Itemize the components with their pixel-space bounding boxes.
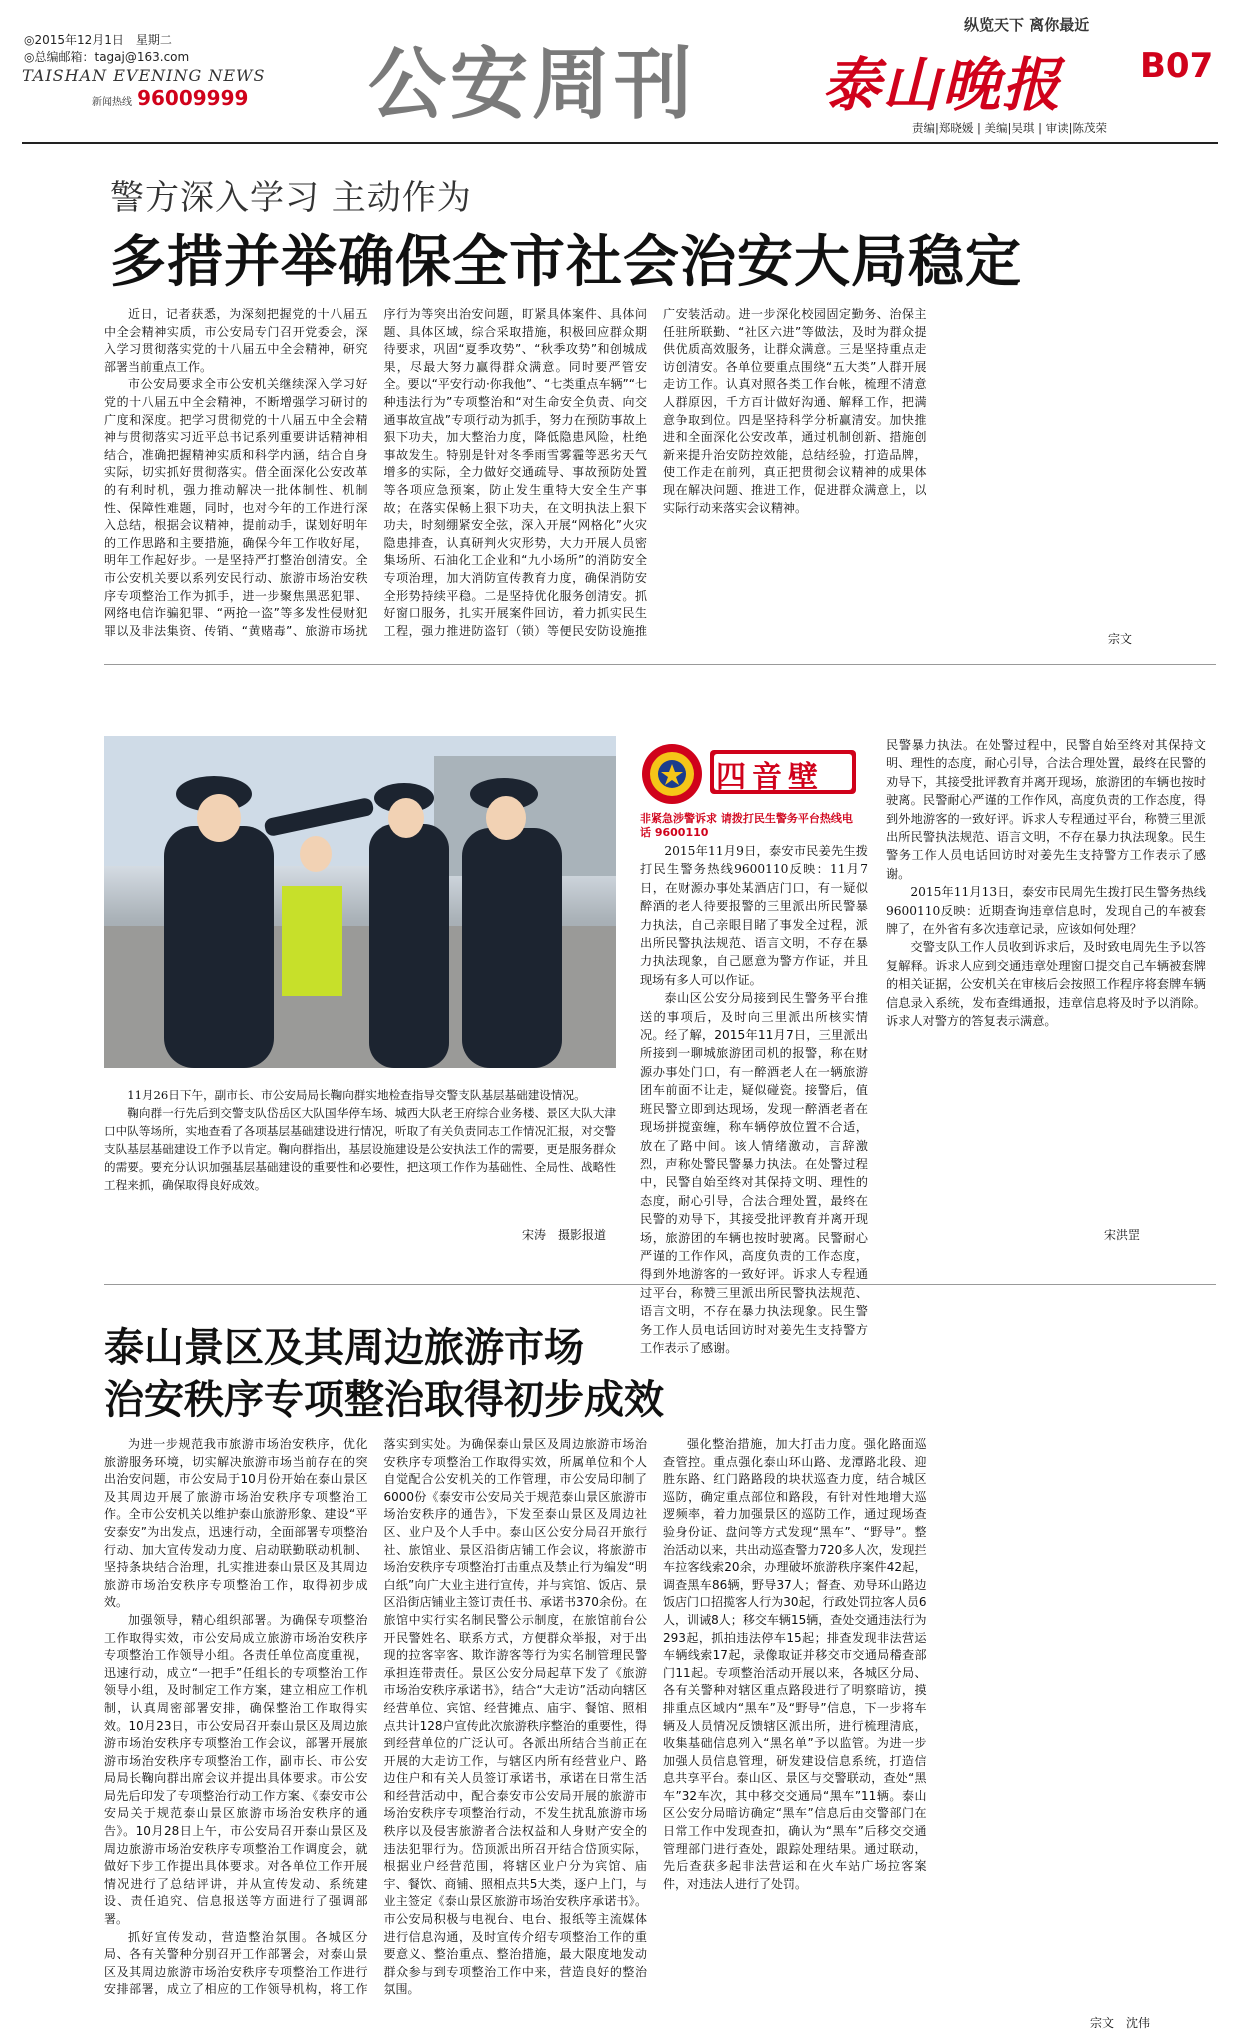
photo-illustration	[104, 736, 616, 1068]
hotline-number: 96009999	[137, 86, 249, 110]
slogan: 纵览天下 离你最近	[964, 16, 1090, 34]
news-hotline: 新闻热线 96009999	[92, 86, 249, 110]
lead-divider	[104, 664, 1216, 665]
lead-article-body	[104, 306, 1206, 650]
story2-headline-line2: 治安秩序专项整治取得初步成效	[104, 1377, 664, 1423]
story2-paragraph: 为进一步规范我市旅游市场治安秩序，优化旅游服务环境，切实解决旅游市场当前存在的突出治安问题，市公安局于10月份开始在泰山景区及其周边开展了旅游市场治安秩序专项整治工作。全市公安机关以维护泰山旅游形象、建设“平安泰安”为出发点，迅速行动，全面部署专项整治行动、加大宣传发动力度、启动联勤联动机制、坚持条块结合治理，扎实推进泰山景区及其周边旅游市场治安秩序专项整治工作，取得初步成效。	[104, 1437, 368, 1610]
lead-paragraph: 近日，记者获悉，为深刻把握党的十八届五中全会精神实质，市公安局专门召开党委会，深入学习贯彻落实党的十八届五中全会精神，研究部署当前重点工作。	[104, 307, 368, 374]
story2-paragraph: 强化整治措施，加大打击力度。强化路面巡查管控。重点强化泰山环山路、龙潭路北段、迎胜东路、红门路路段的块状巡查力度，结合城区巡防，确定重点部位和路段，有针对性地增大巡逻频率，着力加强景区的巡防工作，通过现场查验身份证、盘问等方式发现“黑车”、“野导”。整治活动以来，共出动巡查警力720多人次，发现拦车拉客线索20余，办理破坏旅游秩序案件42起，调查黑车86辆，野导37人；督查、劝导环山路边饭店门口招揽客人行为30起，行政处罚拉客人员6人，训诫8人；移交车辆15辆，查处交通违法行为293起，抓拍违法停车15起；排查发现非法营运车辆线索17起，录像取证并移交市交通局稽查部门11起。专项整治活动开展以来，各城区分局、各有关警种对辖区重点路段进行了明察暗访，摸排重点区域内“黑车”及“野导”信息，下一步将车辆及人员情况反馈辖区派出所，进行梳理清底，收集基础信息列入“黑名单”予以监管。为进一步加强人员信息管理，研发建设信息系统，打造信息共享平台。泰山区、景区与交警联动，查处“黑车”32车次，其中移交交通局“黑车”11辆。泰山区公安分局暗访确定“黑车”信息后由交警部门在日常工作中发现查扣，确认为“黑车”后移交交通管理部门进行查处，跟踪处理结果。通过联动，先后查获多起非法营运和在火车站广场拉客案件，对违法人进行了处罚。	[663, 1437, 927, 1891]
lead-paragraph: 市公安局要求全市公安机关继续深入学习好党的十八届五中全会精神，不断增强学习研讨的广度和深度。把学习贯彻党的十八届五中全会精神与贯彻落实习近平总书记系列重要讲话精神相结合，准确把握精神实质和科学内涵，结合自身实际，切实抓好贯彻落实。借全面深化公安改革的有利时机，强力推动解决一批体制性、机制性、保障性难题，同时，也对今年的工作进行深入总结，根据会议精神，提前动手，谋划好明年的工作思路和主要措施，确保今年工作收好尾，明年工作起好步。一是坚持严打整治创清安。全市公安机关要以系列安民行动、旅游市场治安秩序专项整治工作为抓手，进一步聚焦黑恶犯罪、网络电信诈骗犯罪、“两抢一盗”等多发性侵财犯罪以及非法集资、传销、“黄赌毒”、旅游市场扰序行为等突出治安问题，盯紧具体案件、具体问题、具体区域，综合采取措施，积极回应群众期待要求，巩固“夏季攻势”、“秋季攻势”和创城成果，尽最大努力赢得群众满意。同时要严管安全。要以“平安行动·你我他”、“七类重点车辆”“七种违法行为”专项整治和“对生命安全负责、向交通事故宣战”专项行动为抓手，努力在预防事故上狠下功夫，加大整治力度，降低隐患风险，杜绝事故发生。特别是针对冬季雨雪雾霾等恶劣天气增多的实际，全力做好交通疏导、事故预防处置等各项应急预案，防止发生重特大安全生产事故；在落实保畅上狠下功夫，在文明执法上狠下功夫，时刻绷紧安全弦，深入开展“网格化”火灾隐患排查，认真研判火灾形势，大力开展人员密集场所、石油化工企业和“九小场所”的消防安全专项治理，加大消防宣传教育力度，确保消防安全形势持续平稳。二是坚持优化服务创清安。抓好窗口服务，扎实开展案件回访，着力抓实民生工程，强力推进防盗钉（锁）等便民安防设施推广安装活动。进一步深化校园固定勤务、治保主任驻所联勤、“社区六进”等做法，及时为群众提供优质高效服务，让群众满意。三是坚持重点走访创清安。各单位要重点围绕“五大类”人群开展走访工作。认真对照各类工作台帐，梳理不清意人群原因，千方百计做好沟通、解释工作，把满意争取到位。四是坚持科学分析赢清安。加快推进和全面深化公安改革，通过机制创新、措施创新来提升治安防控效能，总结经验，打造品牌，使工作走在前列，真正把贯彻会议精神的成果体现在解决问题、推进工作，促进群众满意上，以实际行动来落实会议精神。	[104, 307, 927, 638]
sibi-column-1	[640, 842, 868, 1355]
story2-byline: 宗文 沈伟	[1090, 2016, 1151, 2030]
story2-headline-line1: 泰山景区及其周边旅游市场	[104, 1325, 584, 1371]
sibi-byline: 宋洪罡	[1104, 1228, 1141, 1242]
sibi-letter-1: 2015年11月9日，泰安市民姜先生拨打民生警务热线9600110反映：11月7日，在财源办事处某酒店门口，有一疑似醉酒的老人待要报警的三里派出所民警暴力执法，自己亲眼目睹了事发全过程，派出所民警执法规范、语言文明，不存在暴力执法现象，自己愿意为警方作证，并且现场有多人可以作证。	[640, 844, 868, 987]
logo-english: TAISHAN EVENING NEWS	[22, 66, 266, 85]
editor-email: ◎总编邮箱：tagaj@163.com	[24, 50, 190, 64]
page-credits: 责编|郑晓媛 | 美编|吴琪 | 审读|陈茂荣	[912, 121, 1107, 135]
sibi-column-2	[886, 736, 1206, 1232]
sibi-tagline: 非紧急涉警诉求 请拨打民生警务平台热线电话 9600110	[640, 812, 853, 839]
section-title: 公安周刊	[368, 40, 697, 130]
police-badge-icon	[640, 742, 704, 806]
sibi-title: 四音壁	[716, 760, 824, 795]
page-number: B07	[1140, 46, 1214, 86]
photo-credit: 宋涛 摄影报道	[522, 1228, 607, 1242]
lead-byline: 宗文	[1108, 632, 1133, 646]
story2-paragraph: 加强领导，精心组织部署。为确保专项整治工作取得实效，市公安局成立旅游市场治安秩序专项整治工作领导小组。各责任单位高度重视，迅速行动，成立“一把手”任组长的专项整治工作领导小组，及时制定工作方案，建立相应工作机制，认真周密部署安排，确保整治工作取得实效。10月23日，市公安局召开泰山景区及周边旅游市场治安秩序专项整治工作会议，部署开展旅游市场治安秩序专项整治工作，副市长、市公安局局长鞠向群出席会议并提出具体要求。市公安局先后印发了专项整治行动工作方案、《泰安市公安局关于规范泰山景区旅游市场治安秩序的通告》。10月28日上午，市公安局召开泰山景区及周边旅游市场治安秩序专项整治工作调度会，就做好下步工作提出具体要求。对各单位工作开展情况进行了总结评讲，并从宣传发动、系统建设、责任追究、信息报送等方面进行了强调部署。	[104, 1612, 368, 1927]
sibi-logo	[640, 742, 860, 808]
photo-caption	[104, 1086, 616, 1236]
issue-date: ◎2015年12月1日 星期二	[24, 33, 172, 47]
masthead-logo: 泰山晚报	[822, 51, 1063, 119]
caption-body: 鞠向群一行先后到交警支队岱岳区大队国华停车场、城西大队老王府综合业务楼、景区大队大津口中队等场所，实地查看了各项基层基础建设进行情况，听取了有关负责同志工作情况汇报，对交警支队基层基础建设工作予以肯定。鞠向群指出，基层设施建设是公安执法工作的需要，更是服务群众的需要。要充分认识加强基层基础建设的重要性和必要性，把这项工作作为基础性、全局性、战略性工程来抓，确保取得良好成效。	[104, 1106, 616, 1192]
sibi-reply-1: 泰山区公安分局接到民生警务平台推送的事项后，及时向三里派出所核实情况。经了解，2015年11月7日，三里派出所接到一聊城旅游团司机的报警，称在财源办事处门口，有一醉酒老人在一辆旅游团车前面不让走，疑似碰瓷。接警后，值班民警立即到达现场，发现一醉酒老者在现场拼搅蛮缠，称车辆停放位置不合适，放在了路中间。该人情绪激动，言辞激烈，声称处警民警暴力执法。在处警过程中，民警自始至终对其保持文明、理性的态度，耐心引导，合法合理处置，最终在民警的劝导下，其接受批评教育并离开现场，旅游团的车辆也按时驶离。民警耐心严谨的工作作风，高度负责的工作态度，得到外地游客的一致好评。诉求人专程通过平台，称赞三里派出所民警执法规范、语言文明，不存在暴力执法现象。民生警务工作人员电话回访时对姜先生支持警方工作表示了感谢。	[640, 991, 868, 1355]
lead-subhead: 警方深入学习 主动作为	[110, 178, 472, 218]
section-divider	[104, 1284, 1216, 1285]
story2-paragraph: 抓好宣传发动，营造整治氛围。各城区分局、各有关警种分别召开工作部署会，对泰山景区及其周边旅游市场治安秩序专项整治工作进行安排部署，成立了相应的工作领导机构，将工作落实到实处。为确保泰山景区及周边旅游市场治安秩序专项整治工作取得实效，所属单位和个人自觉配合公安机关的工作管理，市公安局印制了6000份《泰安市公安局关于规范泰山景区旅游市场治安秩序的通告》，下发至泰山景区及周边社区、业户及个人手中。泰山区公安分局召开旅行社、旅馆业、景区沿街店铺工作会议，将旅游市场治安秩序专项整治打击重点及禁止行为编发“明白纸”向广大业主进行宣传，并与宾馆、饭店、景区沿街店铺业主签订责任书、承诺书370余份。在旅馆中实行实名制民警公示制度，在旅馆前台公开民警姓名、联系方式，方便群众举报，对于出现的拉客宰客、欺诈游客等行为实名制管理民警承担连带责任。景区公安分局起草下发了《旅游市场治安秩序承诺书》，结合“大走访”活动向辖区经营单位、宾馆、经营摊点、庙宇、餐馆、照相点共计128户宣传此次旅游秩序整治的重要性，得到经营单位的广泛认可。各派出所结合当前正在开展的大走访工作，与辖区内所有经营业户、路边住户和有关人员签订承诺书，承诺在日常生活和经营活动中，配合泰安市公安局开展的旅游市场治安秩序专项整治行动，不发生扰乱旅游市场秩序以及侵害旅游者合法权益和人身财产安全的违法犯罪行为。岱顶派出所召开结合岱顶实际，根据业户经营范围，将辖区业户分为宾馆、庙宇、餐饮、商铺、照相点共5大类，逐户上门，与业主签定《泰山景区旅游市场治安秩序承诺书》。市公安局积极与电视台、电台、报纸等主流媒体进行信息沟通，及时宣传介绍专项整治工作的重要意义、整治重点、整治措施，最大限度地发动群众参与到专项整治工作中来，营造良好的整治氛围。	[104, 1437, 647, 1997]
story2-article-body	[104, 1436, 1206, 2004]
news-photo	[104, 736, 616, 1068]
header-rule	[22, 142, 1218, 144]
caption-lead: 11月26日下午，副市长、市公安局局长鞠向群实地检查指导交警支队基层基础建设情况。	[127, 1088, 586, 1102]
sibi-letter-2: 2015年11月13日，泰安市民周先生拨打民生警务热线9600110反映：近期查询违章信息时，发现自己的车被套牌了，在外省有多次违章记录，应该如何处理？	[886, 885, 1206, 937]
sibi-reply-1-cont: 民警暴力执法。在处警过程中，民警自始至终对其保持文明、理性的态度，耐心引导，合法合理处置，最终在民警的劝导下，其接受批评教育并离开现场，旅游团的车辆也按时驶离。民警耐心严谨的工作作风，高度负责的工作态度，得到外地游客的一致好评。诉求人专程通过平台，称赞三里派出所民警执法规范、语言文明，不存在暴力执法现象。民生警务工作人员电话回访时对姜先生支持警方工作表示了感谢。	[886, 738, 1206, 881]
sibi-reply-2: 交警支队工作人员收到诉求后，及时致电周先生予以答复解释。诉求人应到交通违章处理窗口提交自己车辆被套牌的相关证据，公安机关在审核后会按照工作程序将套牌车辆信息录入系统，发布查缉通报，违章信息将及时予以消除。诉求人对警方的答复表示满意。	[886, 940, 1206, 1029]
lead-headline: 多措并举确保全市社会治安大局稳定	[110, 230, 1022, 295]
